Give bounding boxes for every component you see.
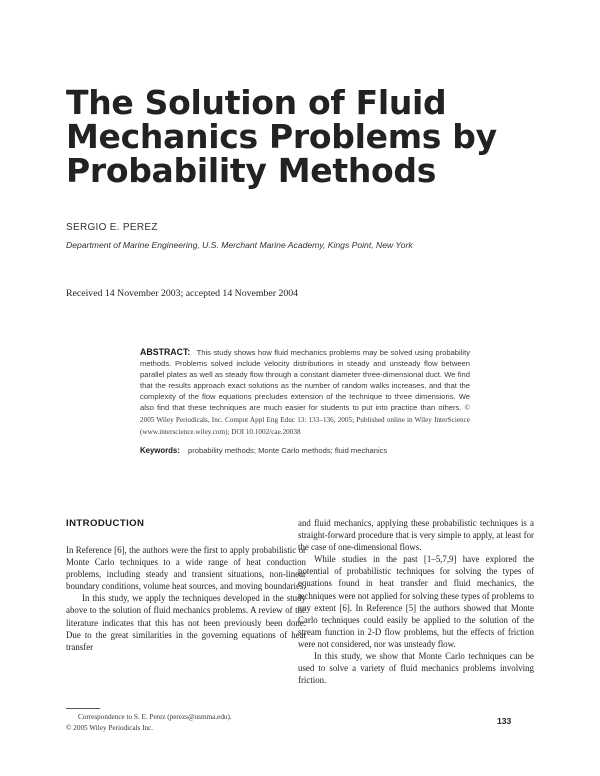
page-number: 133	[497, 716, 512, 726]
article-title	[66, 83, 506, 190]
title-line: The Solution of Fluid	[66, 83, 447, 122]
footnote	[66, 712, 296, 733]
publication-info: © 2005 Wiley Periodicals, Inc. Comput Appl Eng Educ 13: 133–136, 2005; Published online in Wiley InterScience (www.interscience.wiley.com); DOI 10.1002/cae.20038	[140, 404, 470, 436]
author-affiliation: Department of Marine Engineering, U.S. Merchant Marine Academy, Kings Point, New York	[66, 240, 413, 250]
title-line: Probability Methods	[66, 151, 437, 190]
abstract-text: This study shows how fluid mechanics problems may be solved using probability methods. Problems solved include velocity distributions in steady and unsteady flow between parallel plates as well as steady flow through a constant diameter three-dimensional duct. We find that the results approach exact solutions as the number of random walks increases, and that the complexity of the flow equations precludes extension of the technique to three dimensions. We also find that these techniques are much easier for students to put into practice than others.	[140, 348, 470, 412]
paragraph: In Reference [6], the authors were the first to apply probabilistic or Monte Carlo techniques to a wide range of heat conduction problems, including steady and transient situations, non-linear boundary conditions, volume heat sources, and moving boundaries.	[66, 545, 306, 592]
author-name: SERGIO E. PEREZ	[66, 222, 158, 233]
left-column	[66, 544, 306, 653]
paragraph: In this study, we show that Monte Carlo techniques can be used to solve a variety of fluid mechanics problems involving friction.	[298, 651, 534, 686]
paragraph: In this study, we apply the techniques developed in the study above to the solution of fluid mechanics problems. A review of the literature indicates that this has not been previously been done. Due to the great similarities in the governing equations of heat transfer	[66, 593, 306, 652]
copyright-note: © 2005 Wiley Periodicals Inc.	[66, 723, 154, 732]
correspondence-note: Correspondence to S. E. Perez (perezs@usmma.edu).	[78, 713, 232, 721]
right-column	[298, 517, 534, 686]
abstract-label: ABSTRACT:	[140, 347, 191, 357]
keywords	[140, 446, 470, 455]
received-dates: Received 14 November 2003; accepted 14 November 2004	[66, 288, 299, 299]
paragraph: and fluid mechanics, applying these probabilistic techniques is a straight-forward procedure that is very simple to apply, at least for the case of one-dimensional flows.	[298, 518, 534, 553]
footnote-divider	[66, 708, 100, 709]
paragraph: While studies in the past [1–5,7,9] have explored the potential of probabilistic techniques for solving the types of equations found in heat transfer and fluid mechanics, the techniques were not applied for solving these types of problems to any extent [6]. In Reference [5] the authors showed that Monte Carlo techniques could easily be applied to the solution of the stream function in 2-D flow problems, but the effects of friction were not considered, nor was unsteady flow.	[298, 554, 534, 649]
abstract	[140, 347, 470, 438]
title-line: Mechanics Problems by	[66, 117, 497, 156]
keywords-label: Keywords:	[140, 446, 180, 455]
section-heading: INTRODUCTION	[66, 518, 145, 529]
keywords-text: probability methods; Monte Carlo methods; fluid mechanics	[188, 446, 388, 455]
